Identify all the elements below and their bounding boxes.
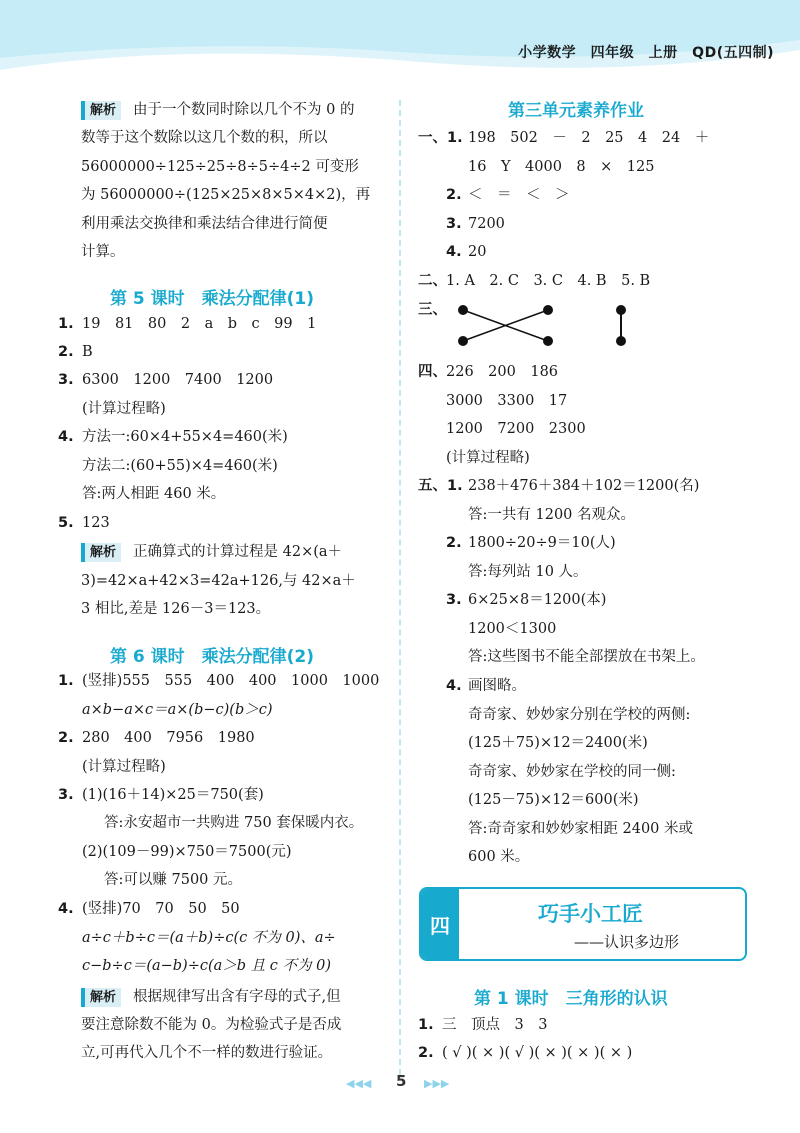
analysis-1-line-1: 解析 由于一个数同时除以几个不为 0 的 <box>81 100 354 120</box>
analysis-2-line-1: 解析 正确算式的计算过程是 42×(a＋ <box>81 542 342 562</box>
l5-item-2: 2. B <box>58 344 93 360</box>
l1-item-2: 2. ( √ )( × )( √ )( × )( × )( × ) <box>418 1045 633 1061</box>
analysis-1-line-6: 计算。 <box>81 244 125 260</box>
lesson-1-title: 第 1 课时 三角形的认识 <box>474 989 668 1009</box>
r-sec5-item-3: 3. 6×25×8＝1200(本) <box>446 592 607 608</box>
l5-item-5: 5. 123 <box>58 515 110 531</box>
analysis-2-line-2: 3)=42×a+42×3=42a+126,与 42×a＋ <box>81 573 356 589</box>
header-book-info: 小学数学 四年级 上册 QD(五四制) <box>518 45 774 61</box>
r-sec5-item-4: 4. 画图略。 <box>446 678 526 694</box>
r-sec1-line-1: 一、1. 198 502 － 2 25 4 24 ＋ <box>418 130 710 146</box>
l5-item-1: 1. 19 81 80 2 a b c 99 1 <box>58 316 317 332</box>
page-number: 5 <box>396 1072 407 1090</box>
l6-item-3: 3. (1)(16＋14)×25＝750(套) <box>58 787 264 803</box>
l5-item-3-note: (计算过程略) <box>82 401 166 417</box>
l6-item-3-part-2: (2)(109－99)×750＝7500(元) <box>82 844 292 860</box>
r-sec3-label: 三、 <box>418 302 447 318</box>
r-sec2: 二、1. A 2. C 3. C 4. B 5. B <box>418 273 651 289</box>
r-sec5-item-4-line-2: (125＋75)×12＝2400(米) <box>468 735 648 751</box>
r-sec5-item-3-compare: 1200＜1300 <box>468 621 557 637</box>
unit-4-subtitle: ——认识多边形 <box>574 933 680 951</box>
r-sec4-line-1: 四、226 200 186 <box>418 364 559 380</box>
l5-item-3: 3. 6300 1200 7400 1200 <box>58 372 274 388</box>
l6-item-1: 1. (竖排)555 555 400 400 1000 1000 <box>58 673 380 689</box>
l6-item-4: 4. (竖排)70 70 50 50 <box>58 901 240 917</box>
r-sec1-item-2: 2. ＜ ＝ ＜ ＞ <box>446 187 570 203</box>
l5-item-4-method2: 方法二:(60+55)×4=460(米) <box>82 458 278 474</box>
r-sec1-item-4: 4. 20 <box>446 244 487 260</box>
r-sec5-item-4-answer: 答:奇奇家和妙妙家相距 2400 米或 <box>468 821 694 837</box>
l6-item-2-note: (计算过程略) <box>82 759 166 775</box>
footer-right-arrows: ▶▶▶ <box>424 1077 450 1090</box>
l5-item-4-answer: 答:两人相距 460 米。 <box>82 486 226 502</box>
analysis-tag: 解析 <box>81 543 121 562</box>
footer-left-arrows: ◀◀◀ <box>346 1077 372 1090</box>
r-sec3-matching-diagram <box>455 304 635 349</box>
unit-3-title: 第三单元素养作业 <box>508 101 644 121</box>
unit-4-title: 巧手小工匠 <box>538 902 643 926</box>
analysis-2-line-3: 3 相比,差是 126－3＝123。 <box>81 601 271 617</box>
analysis-tag: 解析 <box>81 101 121 120</box>
l6-item-2: 2. 280 400 7956 1980 <box>58 730 255 746</box>
analysis-3-line-1: 解析 根据规律写出含有字母的式子,但 <box>81 987 341 1007</box>
page-header-band <box>0 0 800 74</box>
r-sec5-item-2-answer: 答:每列站 10 人。 <box>468 564 588 580</box>
r-sec4-note: (计算过程略) <box>446 450 530 466</box>
analysis-3-line-2: 要注意除数不能为 0。为检验式子是否成 <box>81 1017 342 1033</box>
l6-item-3-answer-2: 答:可以赚 7500 元。 <box>104 872 243 888</box>
l6-item-1-formula: a×b−a×c＝a×(b−c)(b＞c) <box>82 702 273 718</box>
analysis-1-line-2: 数等于这个数除以这几个数的积，所以 <box>81 130 328 146</box>
r-sec5-item-4-line-4: (125－75)×12＝600(米) <box>468 792 639 808</box>
r-sec5-item-4-line-3: 奇奇家、妙妙家在学校的同一侧: <box>468 764 676 780</box>
l6-item-4-formula-2: c−b÷c＝(a−b)÷c(a＞b 且 c 不为 0) <box>82 958 332 974</box>
unit-4-number: 四 <box>421 889 459 959</box>
l5-item-4: 4. 方法一:60×4+55×4=460(米) <box>58 429 288 445</box>
analysis-tag: 解析 <box>81 988 121 1007</box>
r-sec5-item-1-answer: 答:一共有 1200 名观众。 <box>468 507 636 523</box>
lesson-5-title: 第 5 课时 乘法分配律(1) <box>110 289 315 309</box>
r-sec5-item-4-answer-cont: 600 米。 <box>468 849 530 865</box>
l6-item-3-answer-1: 答:永安超市一共购进 750 套保暖内衣。 <box>104 815 364 831</box>
analysis-1-line-3: 56000000÷125÷25÷8÷5÷4÷2 可变形 <box>81 159 359 175</box>
r-sec5-item-2: 2. 1800÷20÷9＝10(人) <box>446 535 616 551</box>
r-sec5-item-4-line-1: 奇奇家、妙妙家分别在学校的两侧: <box>468 707 691 723</box>
column-divider <box>399 100 401 1075</box>
r-sec1-item-3: 3. 7200 <box>446 216 505 232</box>
l6-item-4-formula-1: a÷c＋b÷c＝(a＋b)÷c(c 不为 0)、a÷ <box>82 930 336 946</box>
lesson-6-title: 第 6 课时 乘法分配律(2) <box>110 647 315 667</box>
r-sec5-item-1: 五、1. 238＋476＋384＋102＝1200(名) <box>418 478 700 494</box>
r-sec4-line-2: 3000 3300 17 <box>446 393 568 409</box>
r-sec1-line-2: 16 Y 4000 8 × 125 <box>468 159 655 175</box>
r-sec5-item-3-answer: 答:这些图书不能全部摆放在书架上。 <box>468 649 705 665</box>
analysis-1-line-4: 为 56000000÷(125×25×8×5×4×2)，再 <box>81 187 371 203</box>
analysis-3-line-3: 立,可再代入几个不一样的数进行验证。 <box>81 1045 333 1061</box>
l1-item-1: 1. 三 顶点 3 3 <box>418 1017 548 1033</box>
r-sec4-line-3: 1200 7200 2300 <box>446 421 586 437</box>
analysis-1-line-5: 利用乘法交换律和乘法结合律进行简便 <box>81 216 328 232</box>
